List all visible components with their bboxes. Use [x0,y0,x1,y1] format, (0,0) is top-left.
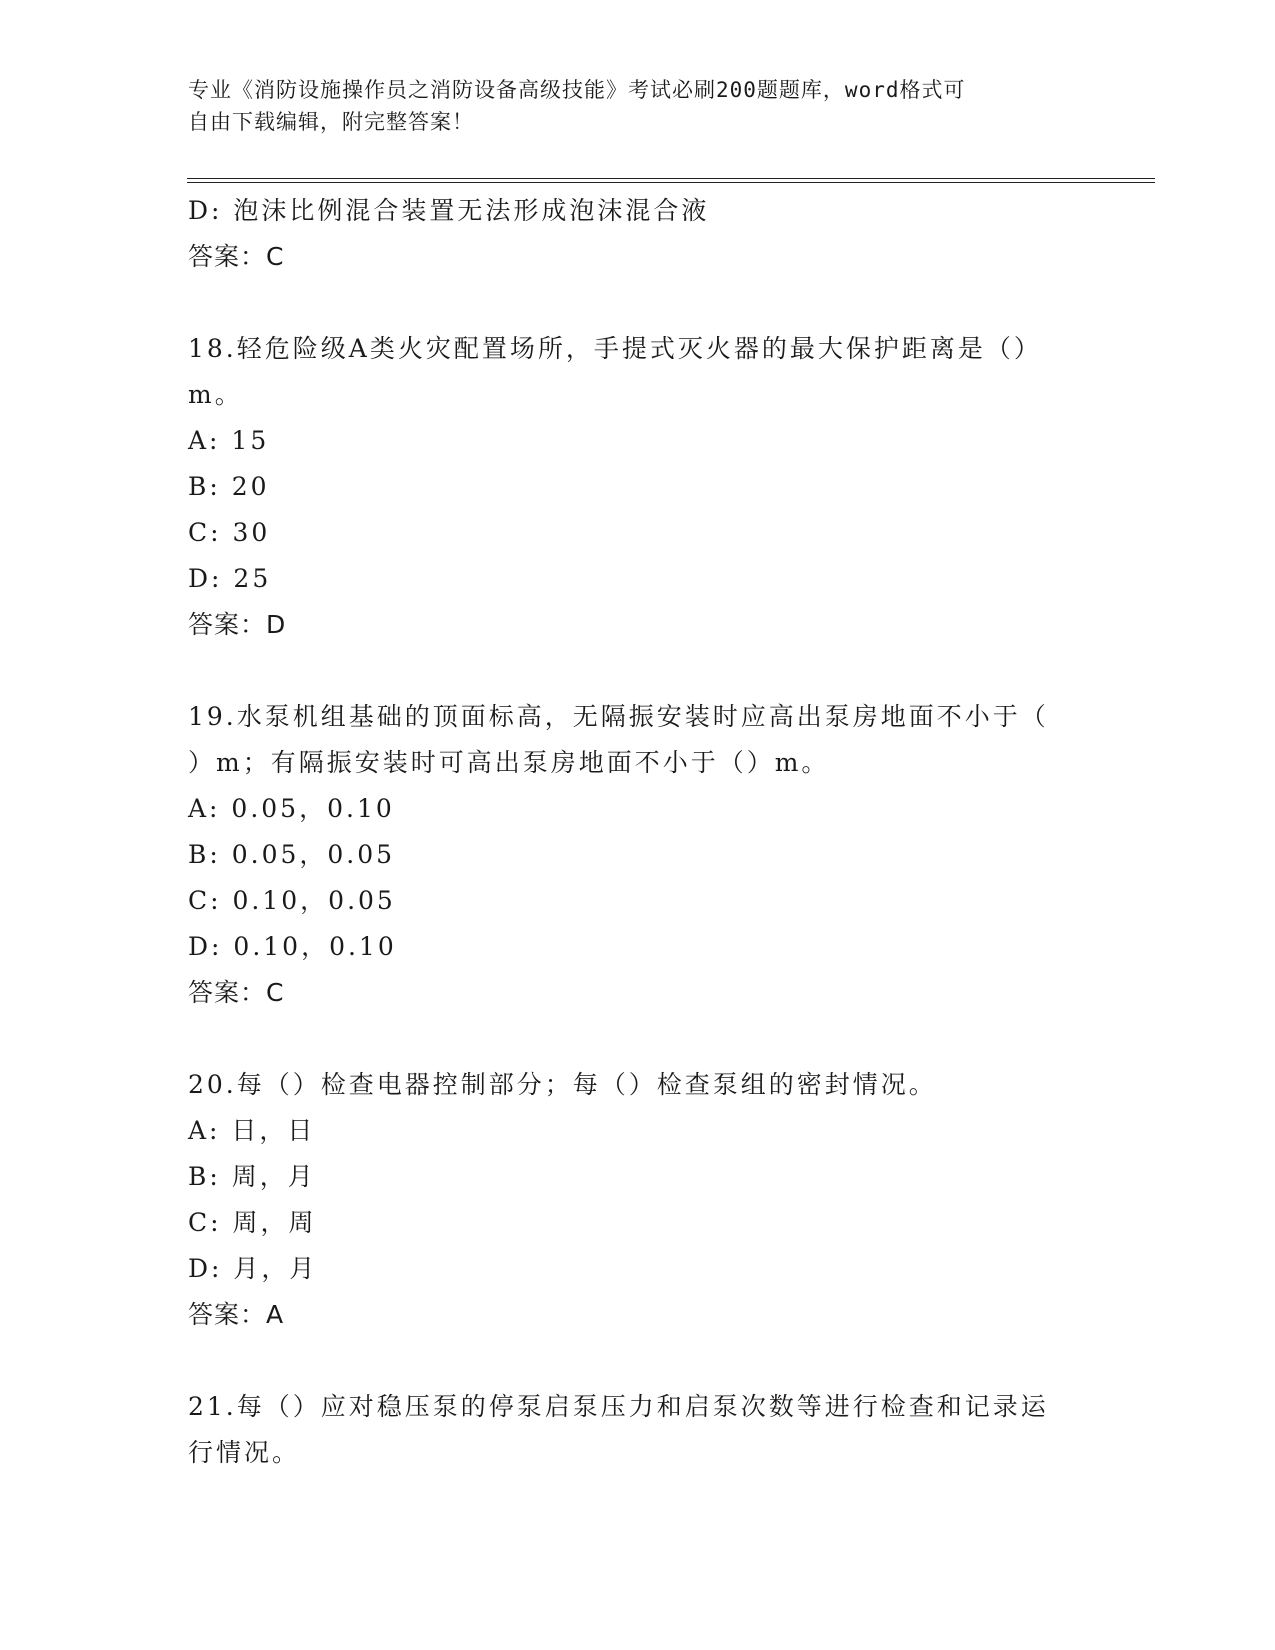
header-line-2: 自由下载编辑，附完整答案！ [188,110,474,134]
option-b: B: 0.05，0.05 [188,840,396,869]
option-a: A: 15 [188,426,270,455]
option-b: B: 周，月 [188,1162,316,1191]
option-c: C: 30 [188,518,271,547]
previous-question-tail [188,188,1088,280]
question-list [188,188,1088,1476]
question-20 [188,1062,1088,1338]
question-18 [188,326,1088,648]
option-a: A: 0.05，0.10 [188,794,395,823]
document-header [188,74,1068,138]
answer: 答案：C [188,978,285,1007]
header-divider-top [187,178,1155,179]
question-stem: 21.每（）应对稳压泵的停泵启泵压力和启泵次数等进行检查和记录运 [188,1392,1049,1421]
question-21 [188,1384,1088,1476]
question-19 [188,694,1088,1016]
answer: 答案：D [188,610,287,639]
option-a: A: 日，日 [188,1116,316,1145]
answer: 答案：C [188,242,285,271]
option-d: D: 月，月 [188,1254,318,1283]
option-d: D: 泡沫比例混合装置无法形成泡沫混合液 [188,196,710,225]
answer: 答案：A [188,1300,285,1329]
option-c: C: 周，周 [188,1208,317,1237]
header-divider-bottom [187,182,1155,183]
option-c: C: 0.10，0.05 [188,886,396,915]
question-stem-continued: ）m；有隔振安装时可高出泵房地面不小于（）m。 [188,748,830,777]
question-stem: 18.轻危险级A类火灾配置场所，手提式灭火器的最大保护距离是（） [188,334,1042,363]
option-d: D: 25 [188,564,272,593]
question-stem: 19.水泵机组基础的顶面标高，无隔振安装时应高出泵房地面不小于（ [188,702,1049,731]
option-b: B: 20 [188,472,270,501]
question-stem-continued: 行情况。 [188,1438,301,1467]
question-stem: 20.每（）检查电器控制部分；每（）检查泵组的密封情况。 [188,1070,937,1099]
question-stem-continued: m。 [188,380,243,409]
header-line-1: 专业《消防设施操作员之消防设备高级技能》考试必刷200题题库，word格式可 [188,78,966,102]
option-d: D: 0.10，0.10 [188,932,397,961]
